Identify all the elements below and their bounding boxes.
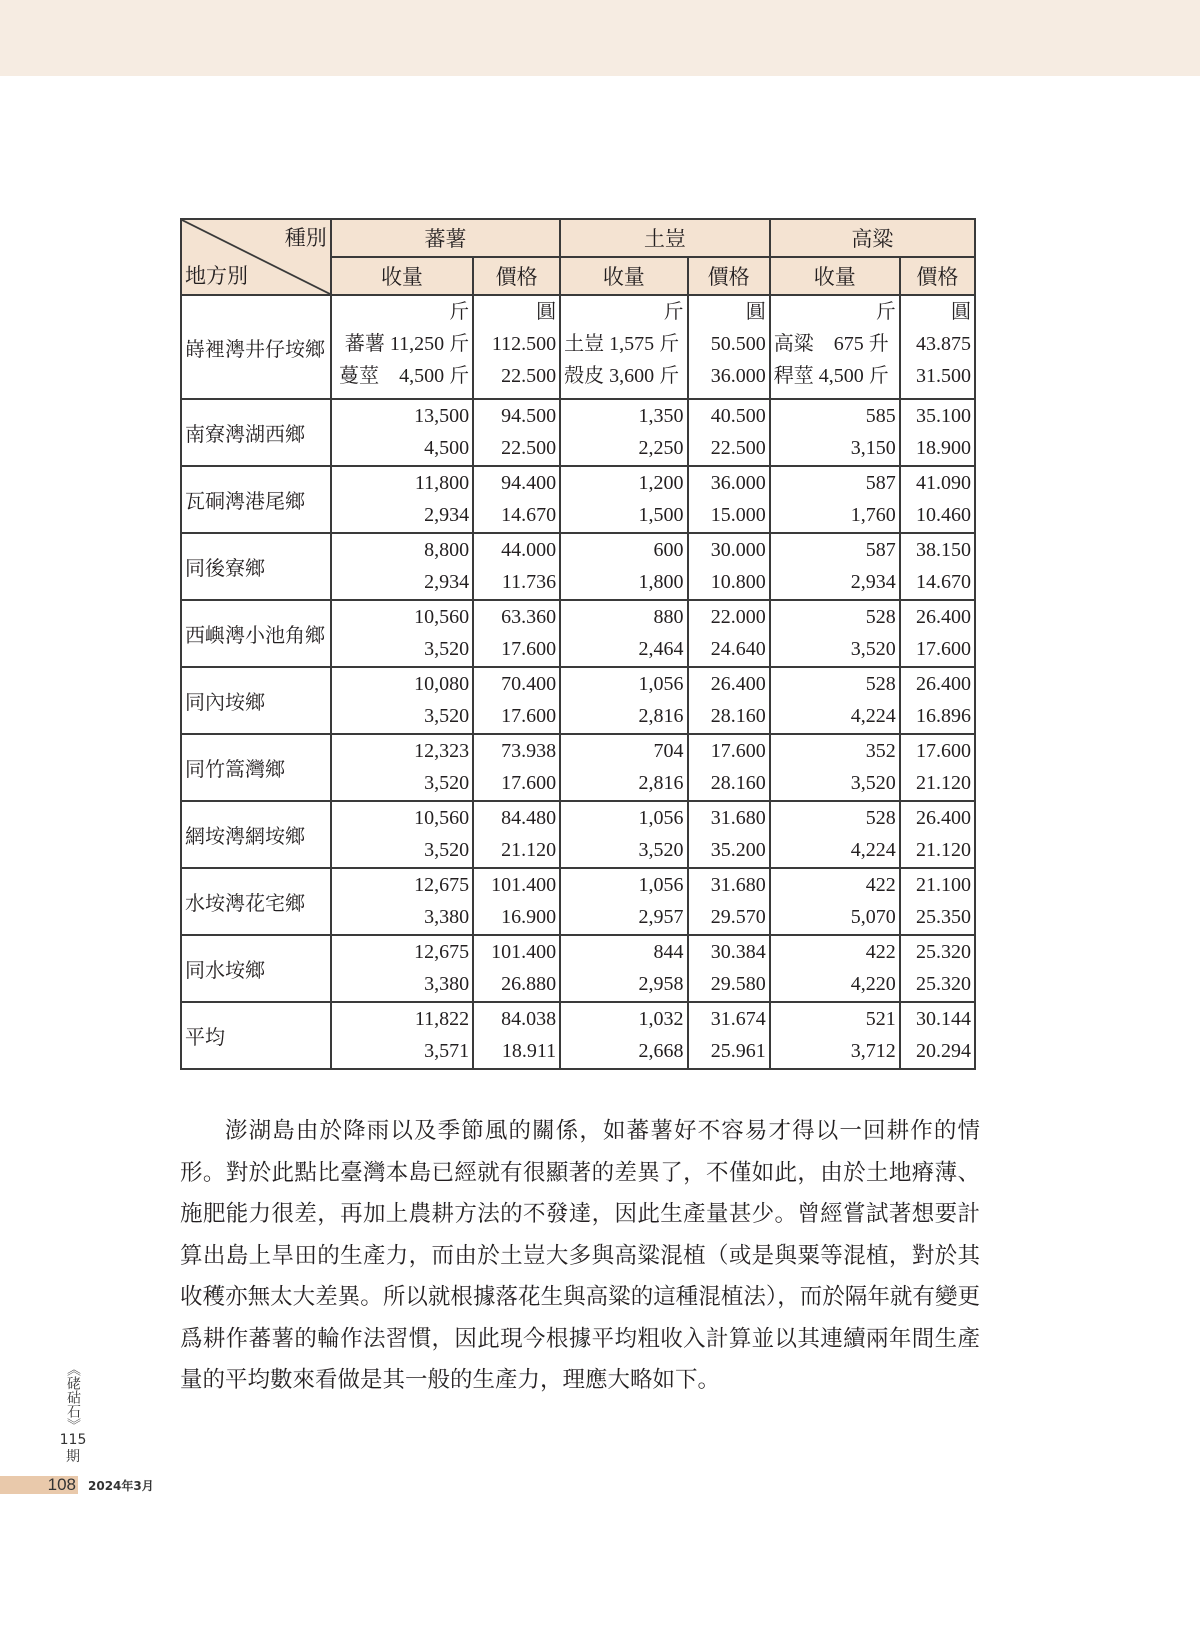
table-row xyxy=(181,868,975,935)
sub-header: 價格 xyxy=(473,257,560,295)
table-cell xyxy=(770,600,900,667)
cell-value: 422 xyxy=(865,874,896,896)
cell-value: 蕃薯 11,250 斤 xyxy=(344,333,470,355)
cell-value: 3,380 xyxy=(424,906,470,928)
table-cell xyxy=(900,935,975,1002)
cell-value: 12,323 xyxy=(414,740,470,762)
region-name: 瓦硐澚港尾鄉 xyxy=(181,466,331,533)
cell-value: 25.350 xyxy=(916,906,971,928)
issue-date: 2024年3月 xyxy=(88,1478,154,1493)
table-cell xyxy=(900,466,975,533)
cell-value: 36.000 xyxy=(710,365,766,387)
cell-value: 1,056 xyxy=(638,807,684,829)
table-row xyxy=(181,399,975,466)
cell-value: 2,934 xyxy=(424,504,470,526)
table-cell xyxy=(560,801,687,868)
cell-value: 10.800 xyxy=(710,571,766,593)
cell-value: 3,571 xyxy=(424,1040,470,1062)
cell-value: 24.640 xyxy=(710,638,766,660)
cell-value: 29.580 xyxy=(710,973,766,995)
table-cell xyxy=(688,801,770,868)
main-content xyxy=(180,218,980,1401)
cell-value: 600 xyxy=(653,539,684,561)
cell-value: 41.090 xyxy=(916,472,971,494)
table-cell xyxy=(560,295,687,399)
region-name: 同竹篙灣鄉 xyxy=(181,734,331,801)
cell-value: 84.038 xyxy=(501,1008,557,1030)
journal-name: 《硓𥑮石》 115 期 xyxy=(59,1362,87,1465)
table-cell xyxy=(770,1002,900,1069)
cell-value: 1,056 xyxy=(638,874,684,896)
region-name: 嵵裡澚井仔垵鄉 xyxy=(181,295,331,399)
cell-value: 26.400 xyxy=(916,673,971,695)
crop-header: 高粱 xyxy=(770,219,975,257)
table-cell xyxy=(770,801,900,868)
cell-value: 10.460 xyxy=(916,504,971,526)
table-cell xyxy=(560,667,687,734)
cell-value: 101.400 xyxy=(491,874,557,896)
unit-label: 斤 xyxy=(875,301,896,323)
table-cell xyxy=(331,1002,473,1069)
table-cell xyxy=(473,734,560,801)
cell-value: 3,520 xyxy=(638,839,684,861)
table-cell xyxy=(473,600,560,667)
table-cell xyxy=(900,533,975,600)
cell-value: 112.500 xyxy=(491,333,557,355)
table-cell xyxy=(900,295,975,399)
region-name: 同水垵鄉 xyxy=(181,935,331,1002)
cell-value: 31.680 xyxy=(710,807,766,829)
cell-value: 17.600 xyxy=(501,772,557,794)
unit-label: 圓 xyxy=(951,301,971,323)
table-cell xyxy=(473,935,560,1002)
cell-value: 14.670 xyxy=(916,571,971,593)
cell-value: 4,500 xyxy=(424,437,470,459)
table-cell xyxy=(770,868,900,935)
cell-value: 15.000 xyxy=(710,504,766,526)
cell-value: 44.000 xyxy=(501,539,557,561)
cell-value: 21.120 xyxy=(916,772,971,794)
cell-value: 94.400 xyxy=(501,472,557,494)
cell-value: 21.120 xyxy=(501,839,557,861)
table-cell xyxy=(688,295,770,399)
cell-value: 35.100 xyxy=(916,405,971,427)
cell-value: 2,934 xyxy=(424,571,470,593)
table-cell xyxy=(900,734,975,801)
cell-value: 11.736 xyxy=(501,571,557,593)
cell-value: 22.000 xyxy=(710,606,766,628)
table-cell xyxy=(560,868,687,935)
cell-value: 5,070 xyxy=(850,906,896,928)
cell-value: 3,520 xyxy=(850,638,896,660)
footer-bar xyxy=(0,1476,78,1494)
table-cell xyxy=(473,466,560,533)
table-cell xyxy=(473,399,560,466)
cell-value: 10,560 xyxy=(414,807,470,829)
table-row xyxy=(181,295,975,399)
cell-value: 25.320 xyxy=(916,973,971,995)
table-cell xyxy=(331,801,473,868)
cell-value: 844 xyxy=(653,941,684,963)
cell-value: 22.500 xyxy=(501,365,557,387)
cell-value: 31.500 xyxy=(916,365,971,387)
cell-value: 528 xyxy=(865,673,896,695)
cell-value: 26.400 xyxy=(710,673,766,695)
cell-value: 22.500 xyxy=(710,437,766,459)
table-cell xyxy=(688,734,770,801)
table-row xyxy=(181,935,975,1002)
cell-value: 16.896 xyxy=(916,705,971,727)
cell-value: 3,520 xyxy=(424,772,470,794)
cell-value: 11,800 xyxy=(414,472,470,494)
cell-value: 30.000 xyxy=(710,539,766,561)
cell-value: 13,500 xyxy=(414,405,470,427)
cell-value: 31.680 xyxy=(710,874,766,896)
cell-value: 3,520 xyxy=(850,772,896,794)
cell-value: 2,816 xyxy=(638,772,684,794)
region-name: 南寮澚湖西鄉 xyxy=(181,399,331,466)
cell-value: 50.500 xyxy=(710,333,766,355)
table-cell xyxy=(688,533,770,600)
sub-header: 價格 xyxy=(688,257,770,295)
cell-value: 3,380 xyxy=(424,973,470,995)
unit-label: 斤 xyxy=(449,301,470,323)
cell-value: 4,224 xyxy=(850,705,896,727)
table-cell xyxy=(331,600,473,667)
cell-value: 1,032 xyxy=(638,1008,684,1030)
table-cell xyxy=(560,466,687,533)
table-cell xyxy=(688,935,770,1002)
footer xyxy=(0,1474,154,1496)
table-cell xyxy=(331,295,473,399)
table-cell xyxy=(770,667,900,734)
table-cell xyxy=(688,667,770,734)
cell-value: 20.294 xyxy=(916,1040,971,1062)
cell-value: 2,668 xyxy=(638,1040,684,1062)
cell-value: 2,250 xyxy=(638,437,684,459)
cell-value: 16.900 xyxy=(501,906,557,928)
cell-value: 3,150 xyxy=(850,437,896,459)
cell-value: 29.570 xyxy=(710,906,766,928)
cell-value: 2,464 xyxy=(638,638,684,660)
sub-header: 價格 xyxy=(900,257,975,295)
cell-value: 70.400 xyxy=(501,673,557,695)
table-cell xyxy=(560,935,687,1002)
cell-value: 587 xyxy=(865,472,896,494)
table-cell xyxy=(770,466,900,533)
table-cell xyxy=(473,533,560,600)
cell-value: 528 xyxy=(865,807,896,829)
cell-value: 26.880 xyxy=(501,973,557,995)
table-cell xyxy=(331,935,473,1002)
table-cell xyxy=(900,667,975,734)
table-cell xyxy=(560,600,687,667)
cell-value: 21.120 xyxy=(916,839,971,861)
cell-value: 880 xyxy=(653,606,684,628)
crop-yield-table xyxy=(180,218,976,1070)
region-name: 平均 xyxy=(181,1002,331,1069)
cell-value: 528 xyxy=(865,606,896,628)
cell-value: 587 xyxy=(865,539,896,561)
cell-value: 352 xyxy=(865,740,896,762)
cell-value: 36.000 xyxy=(710,472,766,494)
table-row xyxy=(181,466,975,533)
cell-value: 43.875 xyxy=(916,333,971,355)
table-cell xyxy=(900,801,975,868)
cell-value: 12,675 xyxy=(414,874,470,896)
cell-value: 704 xyxy=(653,740,684,762)
cell-value: 521 xyxy=(865,1008,896,1030)
cell-value: 11,822 xyxy=(414,1008,470,1030)
table-cell xyxy=(900,868,975,935)
cell-value: 30.144 xyxy=(916,1008,971,1030)
cell-value: 38.150 xyxy=(916,539,971,561)
table-cell xyxy=(331,466,473,533)
cell-value: 稈莖 4,500 斤 xyxy=(773,365,889,387)
table-cell xyxy=(900,399,975,466)
cell-value: 10,080 xyxy=(414,673,470,695)
page-number: 108 xyxy=(47,1475,76,1494)
cell-value: 12,675 xyxy=(414,941,470,963)
table-row xyxy=(181,533,975,600)
cell-value: 1,200 xyxy=(638,472,684,494)
cell-value: 1,350 xyxy=(638,405,684,427)
cell-value: 63.360 xyxy=(501,606,557,628)
cell-value: 26.400 xyxy=(916,606,971,628)
table-cell xyxy=(473,868,560,935)
sub-header: 收量 xyxy=(770,257,900,295)
table-row xyxy=(181,801,975,868)
table-row xyxy=(181,734,975,801)
cell-value: 17.600 xyxy=(916,638,971,660)
table-cell xyxy=(770,935,900,1002)
unit-label: 斤 xyxy=(663,301,684,323)
region-name: 西嶼澚小池角鄉 xyxy=(181,600,331,667)
cell-value: 1,800 xyxy=(638,571,684,593)
table-cell xyxy=(473,1002,560,1069)
table-cell xyxy=(560,734,687,801)
cell-value: 4,224 xyxy=(850,839,896,861)
region-name: 網垵澚網垵鄉 xyxy=(181,801,331,868)
sub-header: 收量 xyxy=(560,257,687,295)
region-name: 同後寮鄉 xyxy=(181,533,331,600)
cell-value: 31.674 xyxy=(710,1008,766,1030)
cell-value: 422 xyxy=(865,941,896,963)
cell-value: 22.500 xyxy=(501,437,557,459)
table-cell xyxy=(331,533,473,600)
sub-header: 收量 xyxy=(331,257,473,295)
cell-value: 3,712 xyxy=(850,1040,896,1062)
table-row xyxy=(181,667,975,734)
body-paragraph: 澎湖島由於降雨以及季節風的關係，如蕃薯好不容易才得以一回耕作的情形。對於此點比臺灣本島已經就有很顯著的差異了，不僅如此，由於土地瘠薄、施肥能力很差，再加上農耕方法的不發達，因此生產量甚少。曾經嘗試著想要計算出島上旱田的生產力，而由於土豈大多與高粱混植（或是與粟等混植，對於其收穫亦無太大差異。所以就根據落花生與高粱的這種混植法），而於隔年就有變更爲耕作蕃薯的輪作法習慣，因此現今根據平均粗收入計算並以其連續兩年間生產量的平均數來看做是其一般的生產力，理應大略如下。 xyxy=(180,1118,980,1392)
table-cell xyxy=(331,399,473,466)
cell-value: 蔓莖 4,500 斤 xyxy=(339,365,470,387)
cell-value: 35.200 xyxy=(710,839,766,861)
table-cell xyxy=(560,533,687,600)
table-cell xyxy=(331,868,473,935)
table-cell xyxy=(770,533,900,600)
table-cell xyxy=(331,734,473,801)
header-band xyxy=(0,0,1200,76)
table-cell xyxy=(688,399,770,466)
cell-value: 101.400 xyxy=(491,941,557,963)
table-cell xyxy=(473,667,560,734)
table-cell xyxy=(900,600,975,667)
cell-value: 3,520 xyxy=(424,705,470,727)
crop-header: 蕃薯 xyxy=(331,219,560,257)
table-cell xyxy=(770,734,900,801)
cell-value: 17.600 xyxy=(710,740,766,762)
cell-value: 1,500 xyxy=(638,504,684,526)
table-cell xyxy=(560,1002,687,1069)
cell-value: 30.384 xyxy=(710,941,766,963)
table-cell xyxy=(688,600,770,667)
cell-value: 18.911 xyxy=(501,1040,557,1062)
table-cell xyxy=(473,801,560,868)
table-cell xyxy=(688,868,770,935)
table-row xyxy=(181,1002,975,1069)
cell-value: 高粱 675 升 xyxy=(773,333,889,355)
cell-value: 1,056 xyxy=(638,673,684,695)
cell-value: 土豈 1,575 斤 xyxy=(564,333,680,355)
cell-value: 40.500 xyxy=(710,405,766,427)
cell-value: 2,816 xyxy=(638,705,684,727)
crop-header: 土豈 xyxy=(560,219,770,257)
table-cell xyxy=(688,1002,770,1069)
cell-value: 17.600 xyxy=(501,638,557,660)
region-name: 同內垵鄉 xyxy=(181,667,331,734)
cell-value: 8,800 xyxy=(424,539,470,561)
table-cell xyxy=(560,399,687,466)
cell-value: 18.900 xyxy=(916,437,971,459)
table-cell xyxy=(688,466,770,533)
region-name: 水垵澚花宅鄉 xyxy=(181,868,331,935)
table-cell xyxy=(900,1002,975,1069)
cell-value: 26.400 xyxy=(916,807,971,829)
cell-value: 4,220 xyxy=(850,973,896,995)
table-cell xyxy=(770,295,900,399)
cell-value: 28.160 xyxy=(710,705,766,727)
cell-value: 25.961 xyxy=(710,1040,766,1062)
cell-value: 1,760 xyxy=(850,504,896,526)
table-cell xyxy=(331,667,473,734)
cell-value: 14.670 xyxy=(501,504,557,526)
table-cell xyxy=(770,399,900,466)
unit-label: 圓 xyxy=(536,301,557,323)
cell-value: 28.160 xyxy=(710,772,766,794)
cell-value: 73.938 xyxy=(501,740,557,762)
cell-value: 585 xyxy=(865,405,896,427)
cell-value: 3,520 xyxy=(424,638,470,660)
unit-label: 圓 xyxy=(745,301,766,323)
cell-value: 84.480 xyxy=(501,807,557,829)
cell-value: 17.600 xyxy=(501,705,557,727)
cell-value: 2,958 xyxy=(638,973,684,995)
cell-value: 10,560 xyxy=(414,606,470,628)
table-row xyxy=(181,600,975,667)
cell-value: 3,520 xyxy=(424,839,470,861)
cell-value: 25.320 xyxy=(916,941,971,963)
cell-value: 17.600 xyxy=(916,740,971,762)
cell-value: 94.500 xyxy=(501,405,557,427)
cell-value: 2,934 xyxy=(850,571,896,593)
cell-value: 2,957 xyxy=(638,906,684,928)
cell-value: 21.100 xyxy=(916,874,971,896)
table-cell xyxy=(473,295,560,399)
corner-header: 種別 地方別 xyxy=(181,219,331,295)
cell-value: 殻皮 3,600 斤 xyxy=(564,365,680,387)
